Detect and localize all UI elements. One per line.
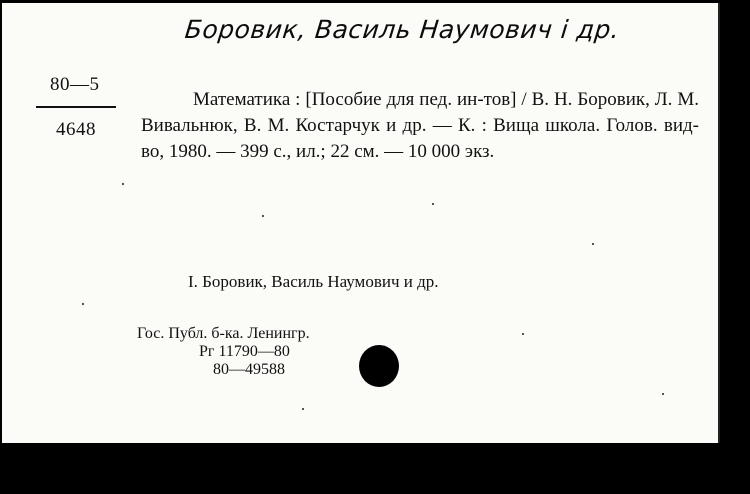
scan-speck xyxy=(122,183,124,185)
handwritten-heading: Боровик, Василь Наумович і др. xyxy=(183,15,622,44)
scan-speck xyxy=(82,303,84,305)
registration-number: Pг 11790—80 xyxy=(199,343,290,360)
shelf-mark-divider xyxy=(36,106,116,108)
catalog-card xyxy=(2,3,720,443)
holding-info xyxy=(137,325,310,379)
punch-hole xyxy=(359,345,399,387)
scan-speck xyxy=(522,333,524,335)
shelf-item-number: 4648 xyxy=(56,119,96,140)
scan-speck xyxy=(432,203,434,205)
card-number: 80—49588 xyxy=(213,361,285,378)
scan-speck xyxy=(662,393,664,395)
shelf-class-number: 80—5 xyxy=(50,74,100,95)
scan-speck xyxy=(302,408,304,410)
tracing-entry: I. Боровик, Василь Наумович и др. xyxy=(188,272,439,291)
holding-library: Гос. Публ. б-ка. Ленингр. xyxy=(137,325,310,342)
scan-speck xyxy=(262,215,264,217)
scan-speck xyxy=(592,243,594,245)
bibliographic-entry: Математика : [Пособие для пед. ин-тов] / В. Н. Боровик, Л. М. Вивальнюк, В. М. Костарчук и др. — К. : Вища школа. Голов. вид-во, 1980. — 399 с., ил.; 22 см. — 10 000 экз. xyxy=(141,89,699,162)
